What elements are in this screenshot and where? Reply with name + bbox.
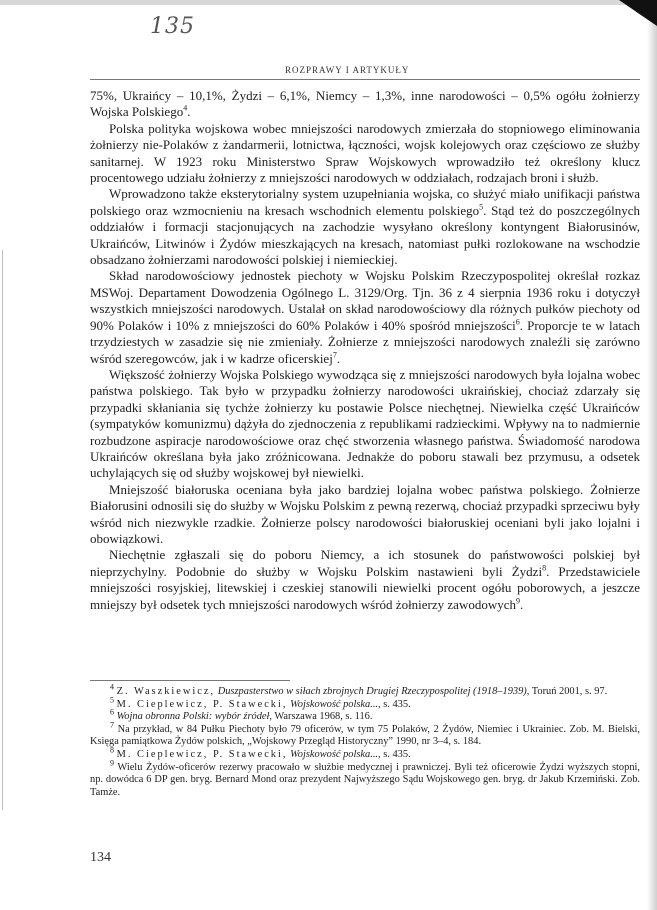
running-head: ROZPRAWY I ARTYKUŁY [285,65,410,75]
footnote: $^6$ Wojna obronna Polski: wybór źródeł, Warszawa 1968, s. 116. [110,707,373,723]
scan-margin-line [2,250,3,810]
footnote: $^4$ Z. Waszkiewicz, Duszpasterstwo w siłach zbrojnych Drugiej Rzeczypospolitej (1918–1939), Toruń 2001, s. 97. [110,682,608,697]
scan-right-edge [647,0,657,910]
paragraph: Polska polityka wojskowa wobec mniejszości narodowych zmierzała do stopniowego eliminowania żołnierzy nie-Polaków z żandarmerii, lotnictwa, łączności, wojsk kolejowych oraz częściowo ze służby sanitarnej. W 1923 roku Ministerstwo Spraw Wojskowych wprowadziło też określony klucz procentowego udziału żołnierzy z mniejszości narodowych w oddziałach, rodzajach broni i służb. [90,120,640,186]
paragraph: Większość żołnierzy Wojska Polskiego wywodząca się z mniejszości narodowych była lojalna wobec państwa polskiego. Tak było w przypadku żołnierzy narodowości ukraińskiej, chociaż zdarzały się przypadki skłaniania się tychże żołnierzy ku postawie Polsce niechętnej. Niewielka część Ukraińców (sympatyków komunizmu) dążyła do zjednoczenia z republikami radzieckimi. Wpływy na to nadmiernie rozbudzone aspiracje narodowościowe oraz chęć stworzenia własnego państwa. Świadomość narodowa Ukraińców określana była jako zróżnicowana. Jednakże do poboru stawali bez przymusu, a odsetek uchylających się od służby wojskowej był niewielki. [90,366,640,481]
page-number: 134 [90,850,111,865]
paragraph: Skład narodowościowy jednostek piechoty w Wojsku Polskim Rzeczypospolitej określał rozkaz MSWoj. Departament Dowodzenia Ogólnego L. 3129/Org. Tjn. 36 z 4 sierpnia 1936 roku i dotyczył wszystkich mniejszości narodowych. Ustalał on skład narodowościowy dla różnych pułków piechoty od 90% Polaków i 10% z mniejszości do 60% Polaków i 40% spośród mniejszości$^6$. Proporcje te w latach trzydziestych w zasadzie się nie zmieniały. Żołnierze z mniejszości narodowych znaleźli się zarówno wśród szeregowców, jak i w kadrze oficerskiej$^7$. [90,268,641,366]
paragraph: Mniejszość białoruska oceniana była jako bardziej lojalna wobec państwa polskiego. Żołnierze Białorusini odnosili się do służby w Wojsku Polskim z pewną rezerwą, chociaż przypadki sprzeciwu były wśród nich niezwykle rzadkie. Żołnierze polscy narodowości białoruskiej oceniani byli jako lojalni i obowiązkowi. [90,481,640,546]
scan-top-edge [0,0,657,5]
footnotes [90,682,640,799]
footnote-rule [90,680,290,681]
header-rule [90,79,640,80]
footnote: $^5$ M. Cieplewicz, P. Stawecki, Wojskowość polska..., s. 435. [110,695,411,710]
page-corner [619,0,657,26]
body-text [90,88,640,613]
handwritten-note: 135 [150,14,195,39]
footnote: $^7$ Na przykład, w 84 Pułku Piechoty było 79 oficerów, w tym 75 Polaków, 2 Żydów, Niemiec i Ukrainiec. Zob. M. Bielski, Księga pamiątkowa Żydów polskich, „Wojskowy Przegląd Historyczny” 1990, nr 3–4, s. 184. [90,720,640,748]
footnote: $^9$ Wielu Żydów-oficerów rezerwy pracowało w służbie medycznej i prawniczej. Byli też oficerowie Żydzi wyższych stopni, np. dowódca 6 DP gen. bryg. Bernard Mond oraz prezydent Najwyższego Sądu Wojskowego gen. bryg. dr Jakub Krzemiński. Zob. Tamże. [90,758,640,798]
footnote: $^8$ M. Cieplewicz, P. Stawecki, Wojskowość polska..., s. 435. [110,745,411,760]
paragraph: Niechętnie zgłaszali się do poboru Niemcy, a ich stosunek do państwowości polskiej był nieprzychylny. Podobnie do służby w Wojsku Polskim nastawieni byli Żydzi$^8$. Przedstawiciele mniejszości rosyjskiej, litewskiej i czeskiej stanowili niewielki procent ogółu poborowych, a jeszcze mniejszy był odsetek tych mniejszości narodowych wśród żołnierzy zawodowych$^9$. [90,547,641,612]
paragraph: Wprowadzono także eksterytorialny system uzupełniania wojska, co służyć miało unifikacji państwa polskiego oraz wzmocnieniu na kresach wschodnich elementu polskiego$^5$. Stąd też do poszczególnych oddziałów i formacji stacjonujących na zachodzie wysyłano określony kontyngent Białorusinów, Ukraińców, Litwinów i Żydów mieszkających na kresach, natomiast pułki rozlokowane na wschodzie obsadzano żołnierzami narodowości polskiej i niemieckiej. [90,186,640,268]
paragraph: 75%, Ukraińcy – 10,1%, Żydzi – 6,1%, Niemcy – 1,3%, inne narodowości – 0,5% ogółu żołnierzy Wojska Polskiego$^4$. [90,88,640,120]
